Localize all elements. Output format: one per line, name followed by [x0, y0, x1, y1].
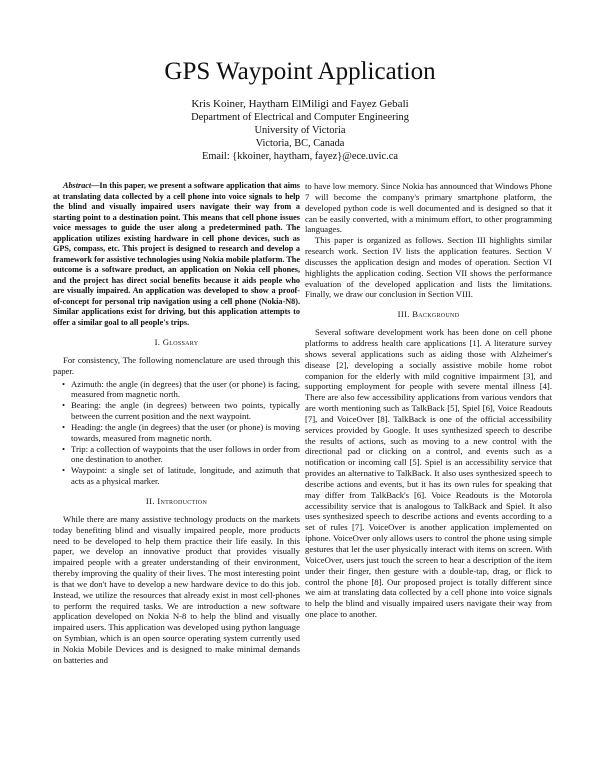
introduction-heading: II. Introduction: [145, 495, 208, 506]
introduction-continuation: to have low memory. Since Nokia has announced that Windows Phone 7 will become the company's primary smartphone platform, the developed python code is well documented and is designed so that it can be easily converted, with a minimum effort, to other programming languages.: [305, 181, 552, 235]
abstract-lead: Abstract: [63, 181, 92, 190]
introduction-paragraph: While there are many assistive technology products on the markets today benefiting blind and visually impaired people, more products need to be developed to help them practice their life easily. In this paper, we develop an innovative product that provides visually impaired people with a greater understanding of their environment, thereby improving the quality of their lives. The most interesting point is that we don't have to develop a new hardware device to do this job. Instead, we utilize the resources that already exist in most cell-phones to perform the required tasks. We are introduction a new software application developed on Nokia N-8 to help the blind and visually impaired users. This application was developed using python language on Symbian, which is an open source operating system currently used in Nokia Mobile Devices and is designed to make minimal demands on batteries and: [53, 513, 300, 665]
glossary-item-waypoint: • Waypoint: a single set of latitude, longitude, and azimuth that acts as a physical marker.: [71, 465, 300, 487]
glossary-item-heading: • Heading: the angle (in degrees) that the user (or phone) is moving towards, measured from magnetic north.: [71, 422, 300, 444]
background-heading: III. Background: [397, 309, 460, 320]
paper-title: GPS Waypoint Application: [164, 58, 436, 85]
abstract: [53, 181, 300, 328]
glossary-list: [53, 379, 300, 487]
organization-paragraph: This paper is organized as follows. Section III highlights similar research work. Section IV lists the application features. Section V discusses the application design and modes of operation. Section VI highlights the application coding. Section VII shows the performance evaluation of the developed application and lists the limitations. Finally, we draw our conclusion in Section VIII.: [305, 235, 552, 300]
author-names: Kris Koiner, Haytham ElMiligi and Fayez Gebali: [191, 98, 409, 110]
author-location: Victoria, BC, Canada: [255, 138, 345, 149]
glossary-item-trip: • Trip: a collection of waypoints that the user follows in order from one destination to another.: [71, 444, 300, 466]
left-column: [53, 181, 300, 666]
glossary-item-bearing: • Bearing: the angle (in degrees) between two points, typically between the current position and the next waypoint.: [71, 400, 300, 422]
right-column: [305, 181, 552, 620]
author-university: University of Victoria: [254, 125, 346, 136]
abstract-text: —In this paper, we present a software application that aims at translating data collected by a cell phone into voice signals to help the blind and visually impaired users navigate their way from a starting point to a destination point. This means that cell phone issues voice messages to guide the user along a predetermined path. The application utilizes existing hardware in cell phone devices, such as GPS, compass, etc. This project is designed to research and develop a framework for assistive technologies using Nokia mobile platform. The outcome is a software product, an application on Nokia cell phones, and the project has direct social benefits because it aids people who are visually impaired. An application was developed to show a proof-of-concept for personal trip navigation using a cell phone (Nokia-N8). Similar applications exist for driving, but this application attempts to offer a similar goal to all people's trips.: [53, 181, 300, 327]
author-block: [0, 98, 600, 163]
glossary-heading: I. Glossary: [154, 337, 199, 347]
background-paragraph: Several software development work has been done on cell phone platforms to address health care applications [1]. A literature survey shows several applications such as aiding those with Alzheimer's disease [2], developing a socially assistive mobile home robot companion for the elderly with mild cognitive impairment [3], and supporting employment for people with severe mental illness [4]. There are also few accessibility applications from various vendors that are worth mentioning such as TalkBack [5], Spiel [6], Voice Readouts [7], and VoiceOver [8]. TalkBack is one of the official accessibility services provided by Google. It uses synthesized speech to describe the results of actions, such as moving to a new control with the directional pad or clicking on a control, and events such as a notification or incoming call [5]. Spiel is an accessibility service that provides an alternative to TalkBack. It also uses synthesized speech to describe actions and events, but it has its own rules for speaking that may differ from TalkBack's [6]. Voice Readouts is the Motorola accessibility service that is analogous to TalkBack and Spiel. It also uses synthesized speech to describe actions and events according to a set of rules [7]. VoiceOver is another application implemented on iphone. VoiceOver only allows users to control the phone using simple gestures that let the user physically interact with items on screen. With VoiceOver, users just touch the screen to hear a description of the item under their finger, then gesture with a double-tap, drag, or flick to control the phone [8]. Our proposed project is totally different since we aim at translating data collected by a cell phone into voice signals to help the blind and visually impaired users navigate their way from one place to another.: [305, 327, 552, 620]
author-department: Department of Electrical and Computer Engineering: [191, 112, 409, 123]
author-email: Email: {kkoiner, haytham, fayez}@ece.uvic.ca: [202, 151, 398, 162]
glossary-item-azimuth: • Azimuth: the angle (in degrees) that the user (or phone) is facing, measured from magnetic north.: [71, 379, 300, 401]
glossary-intro: For consistency, The following nomenclature are used through this paper.: [53, 354, 300, 376]
